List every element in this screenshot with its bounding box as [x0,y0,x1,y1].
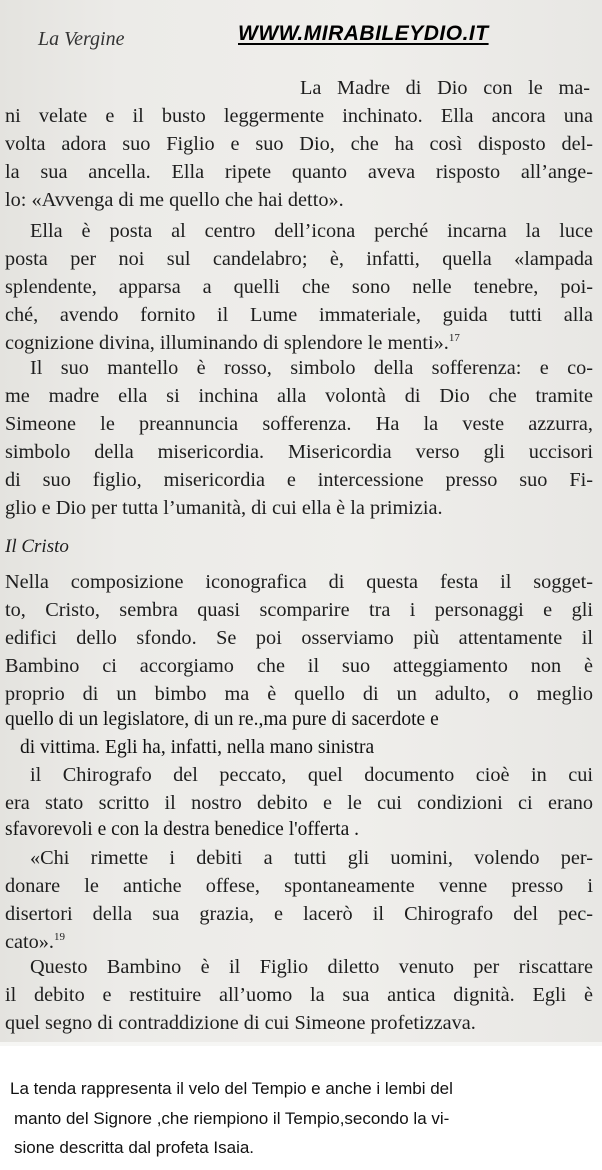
text-line [5,930,593,954]
text-line: me madre ella si inchina alla volontà di Dio che tramite [5,385,593,407]
subsection-heading: Il Cristo [5,536,69,557]
text-line: il debito e restituire all’uomo la sua antica dignità. Egli è [5,984,593,1006]
text-line: ni velate e il busto leggermente inchinato. Ella ancora una [5,105,593,127]
text-line: il Chirografo del peccato, quel documento cioè in cui [30,764,593,786]
text-line: Bambino ci accorgiamo che il suo atteggiamento non è [5,655,593,677]
footnote-marker: 17 [448,332,460,345]
text-line: volta adora suo Figlio e suo Dio, che ha così disposto del- [5,133,593,155]
text-line: lo: «Avvenga di me quello che hai detto». [5,189,344,211]
text-line: Questo Bambino è il Figlio diletto venuto per riscattare [30,956,593,978]
text-line: La Madre di Dio con le ma- [300,77,590,99]
text-line: quel segno di contraddizione di cui Simeone profetizzava. [5,1012,476,1034]
text-line: Ella è posta al centro dell’icona perché incarna la luce [30,220,593,242]
text-line: posta per noi sul candelabro; è, infatti, quella «lampada [5,248,593,270]
text-line: to, Cristo, sembra quasi scomparire tra i personaggi e gli [5,599,593,621]
section-header: La Vergine [38,28,125,50]
text-line: sfavorevoli e con la destra benedice l'offerta . [5,819,359,840]
website-watermark: WWW.MIRABILEYDIO.IT [238,22,489,45]
text-line: splendente, apparsa a quelli che sono nelle tenebre, poi- [5,276,593,298]
note-line: La tenda rappresenta il velo del Tempio e anche i lembi del [10,1079,453,1098]
text-line: la sua ancella. Ella ripete quanto aveva risposto all’ange- [5,161,593,183]
footnote-marker: 19 [54,931,65,944]
text-line: proprio di un bimbo ma è quello di un adulto, o meglio [5,683,593,705]
text-line: ché, avendo fornito il Lume immateriale, guida tutti alla [5,304,593,326]
text-line: simbolo della misericordia. Misericordia verso gli uccisori [5,441,593,463]
text-line [5,331,593,355]
text-line-content: cognizione divina, illuminando di splendore le menti». [5,332,449,354]
text-line: disertori della sua grazia, e lacerò il Chirografo del pec- [5,903,593,925]
text-line: Simeone le preannuncia sofferenza. Ha la veste azzurra, [5,413,593,435]
text-line: «Chi rimette i debiti a tutti gli uomini, volendo per- [30,847,593,869]
text-line: era stato scritto il nostro debito e le cui condizioni ci erano [5,792,593,814]
text-line-content: cato». [5,931,54,953]
text-line: di vittima. Egli ha, infatti, nella mano sinistra [20,737,375,758]
text-line: donare le antiche offese, spontaneamente venne presso i [5,875,593,897]
text-line: di suo figlio, misericordia e intercessione presso suo Fi- [5,469,593,491]
text-line: Il suo mantello è rosso, simbolo della sofferenza: e co- [30,357,593,379]
text-line: edifici dello sfondo. Se poi osserviamo più attentamente il [5,627,593,649]
note-line: manto del Signore ,che riempiono il Tempio,secondo la vi- [14,1109,450,1128]
note-line: sione descritta dal profeta Isaia. [14,1138,255,1157]
text-line: glio e Dio per tutta l’umanità, di cui ella è la primizia. [5,497,443,519]
text-line: Nella composizione iconografica di questa festa il sogget- [5,571,593,593]
text-line: quello di un legislatore, di un re.,ma pure di sacerdote e [5,709,439,730]
